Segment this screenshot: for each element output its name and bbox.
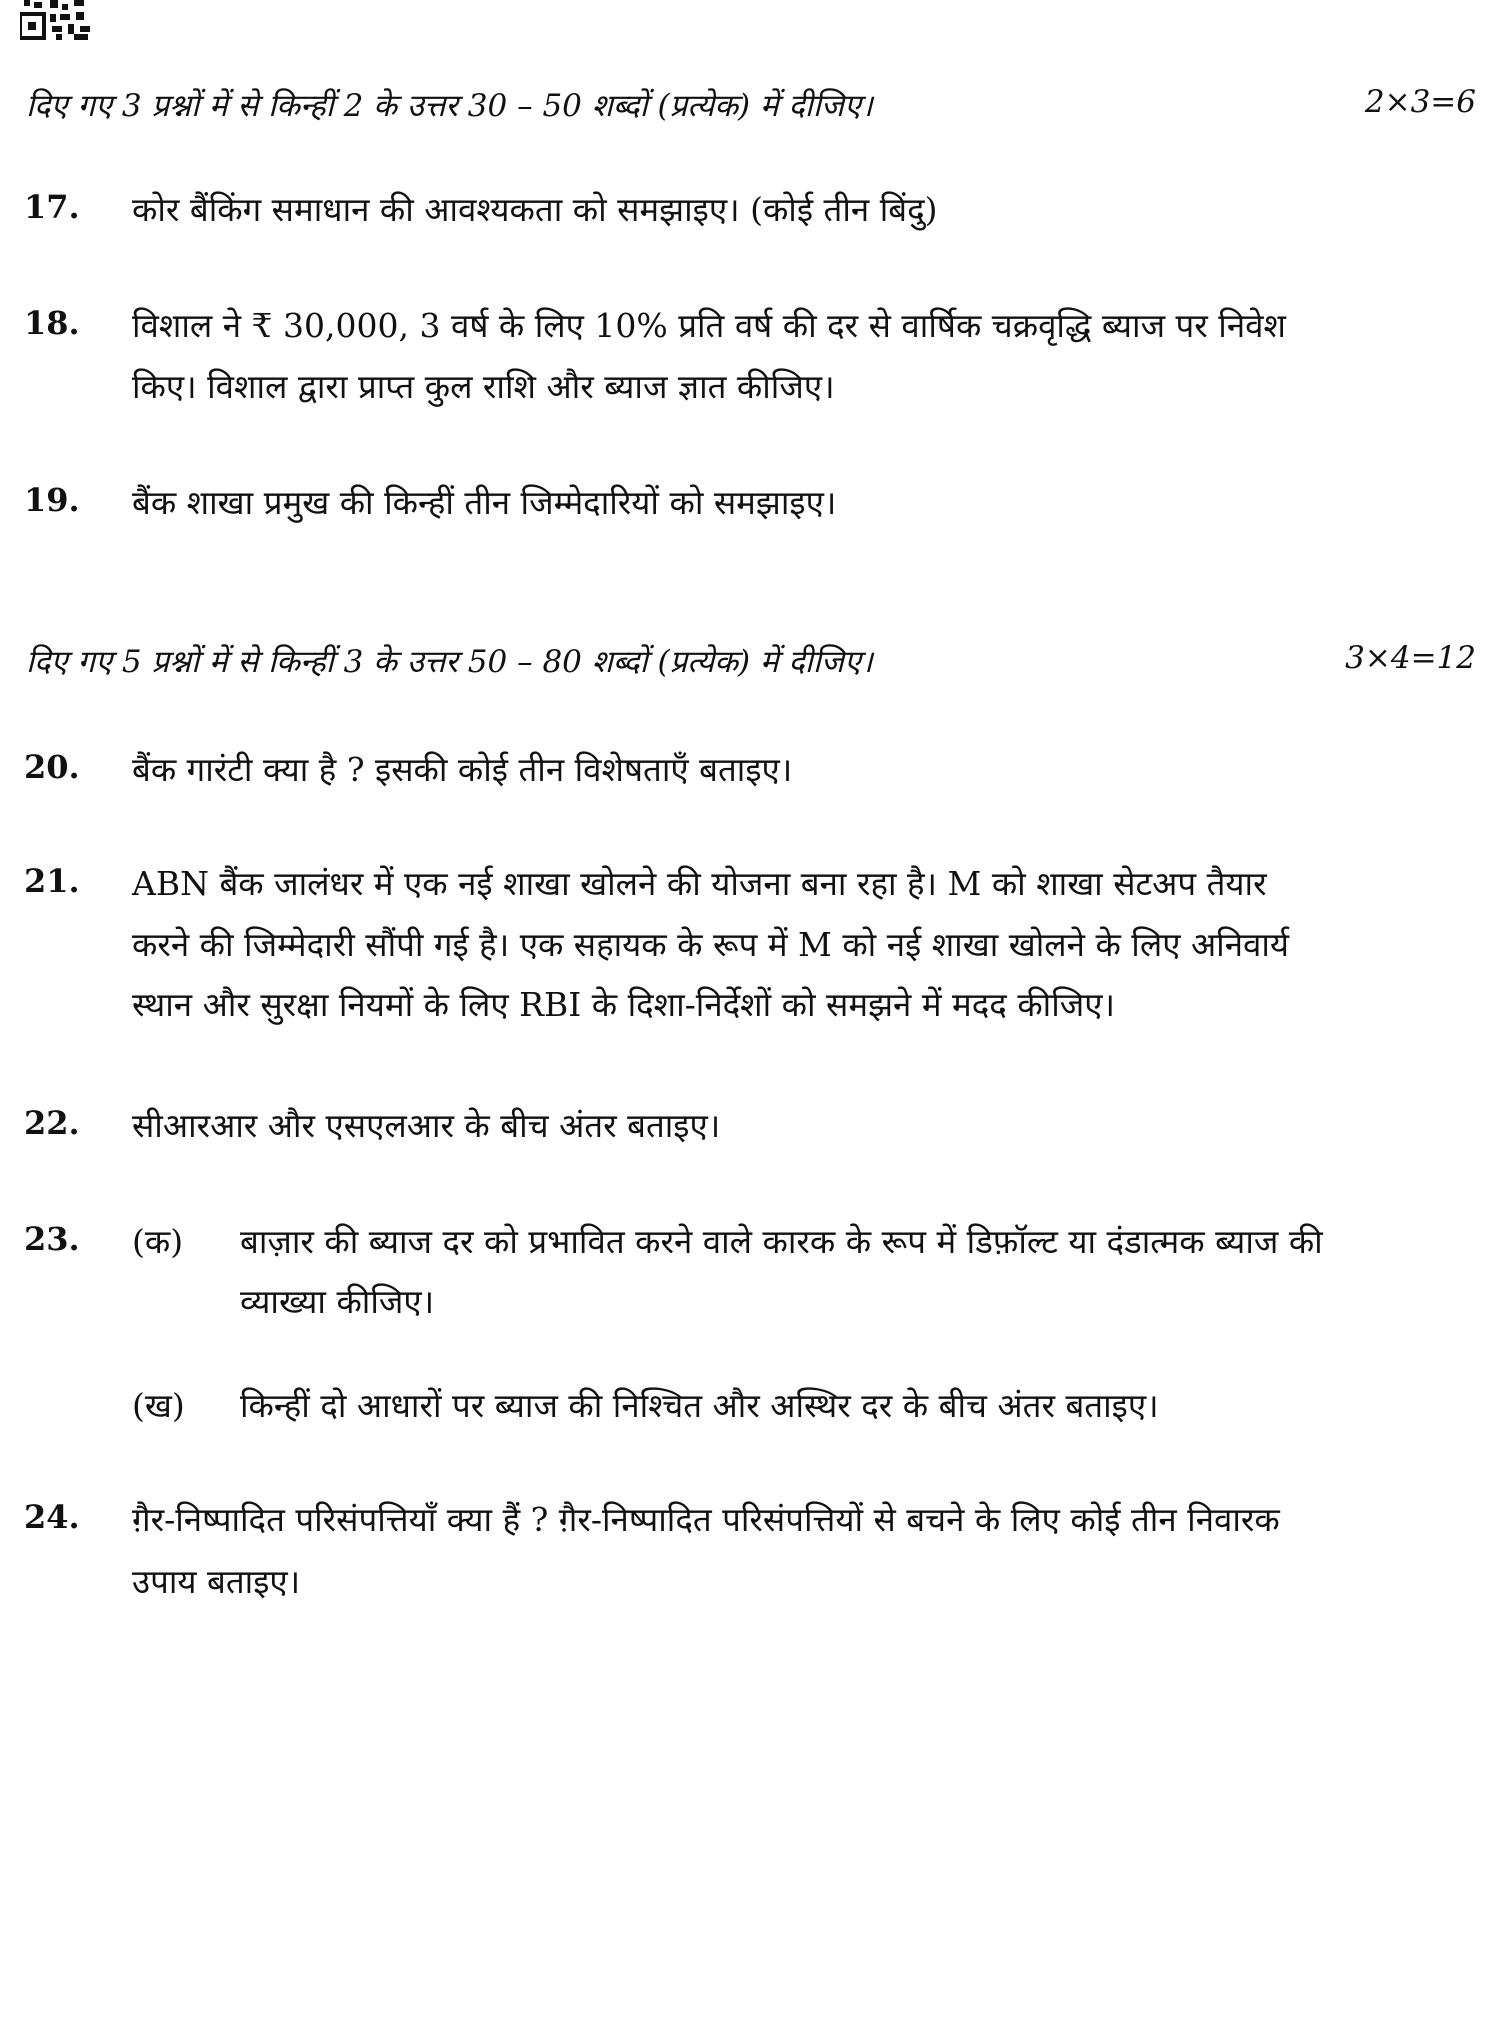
question-text: कोर बैंकिंग समाधान की आवश्यकता को समझाइए। (कोई तीन बिंदु) bbox=[132, 190, 938, 229]
question-text: व्याख्या कीजिए। bbox=[240, 1282, 435, 1321]
question-number: 20. bbox=[24, 748, 80, 786]
sub-question-label: (ख) bbox=[132, 1386, 185, 1425]
question-text: किए। विशाल द्वारा प्राप्त कुल राशि और ब्याज ज्ञात कीजिए। bbox=[132, 367, 835, 406]
question-text: किन्हीं दो आधारों पर ब्याज की निश्चित और अस्थिर दर के बीच अंतर बताइए। bbox=[240, 1386, 1159, 1425]
section-instruction: दिए गए 3 प्रश्नों में से किन्हीं 2 के उत्तर 30 – 50 शब्दों (प्रत्येक) में दीजिए। bbox=[26, 88, 873, 124]
sub-question-label: (क) bbox=[132, 1222, 184, 1261]
question-text: सीआरआर और एसएलआर के बीच अंतर बताइए। bbox=[132, 1106, 721, 1145]
question-number: 17. bbox=[24, 188, 80, 226]
question-text: उपाय बताइए। bbox=[132, 1562, 301, 1601]
question-number: 18. bbox=[24, 304, 80, 342]
section-marks: 2×3=6 bbox=[1364, 84, 1476, 120]
section-marks: 3×4=12 bbox=[1345, 640, 1476, 676]
question-text: स्थान और सुरक्षा नियमों के लिए RBI के दिशा-निर्देशों को समझने में मदद कीजिए। bbox=[132, 985, 1116, 1024]
section-instruction: दिए गए 5 प्रश्नों में से किन्हीं 3 के उत्तर 50 – 80 शब्दों (प्रत्येक) में दीजिए। bbox=[26, 644, 873, 680]
question-number: 23. bbox=[24, 1220, 80, 1258]
question-text: ग़ैर-निष्पादित परिसंपत्तियाँ क्या हैं ? ग़ैर-निष्पादित परिसंपत्तियों से बचने के लिए कोई तीन निवारक bbox=[132, 1500, 1280, 1539]
question-text: विशाल ने ₹ 30,000, 3 वर्ष के लिए 10% प्रति वर्ष की दर से वार्षिक चक्रवृद्धि ब्याज पर निवेश bbox=[132, 306, 1286, 345]
question-number: 19. bbox=[24, 481, 80, 519]
question-text: बैंक गारंटी क्या है ? इसकी कोई तीन विशेषताएँ बताइए। bbox=[132, 750, 793, 789]
question-text: करने की जिम्मेदारी सौंपी गई है। एक सहायक के रूप में M को नई शाखा खोलने के लिए अनिवार्य bbox=[132, 925, 1290, 964]
question-text: ABN बैंक जालंधर में एक नई शाखा खोलने की योजना बना रहा है। M को शाखा सेटअप तैयार bbox=[132, 864, 1267, 903]
question-number: 24. bbox=[24, 1498, 80, 1536]
qr-code-icon bbox=[20, 0, 94, 40]
question-number: 22. bbox=[24, 1104, 80, 1142]
question-text: बैंक शाखा प्रमुख की किन्हीं तीन जिम्मेदारियों को समझाइए। bbox=[132, 483, 837, 522]
question-number: 21. bbox=[24, 862, 80, 900]
question-text: बाज़ार की ब्याज दर को प्रभावित करने वाले कारक के रूप में डिफ़ॉल्ट या दंडात्मक ब्याज की bbox=[240, 1222, 1323, 1261]
